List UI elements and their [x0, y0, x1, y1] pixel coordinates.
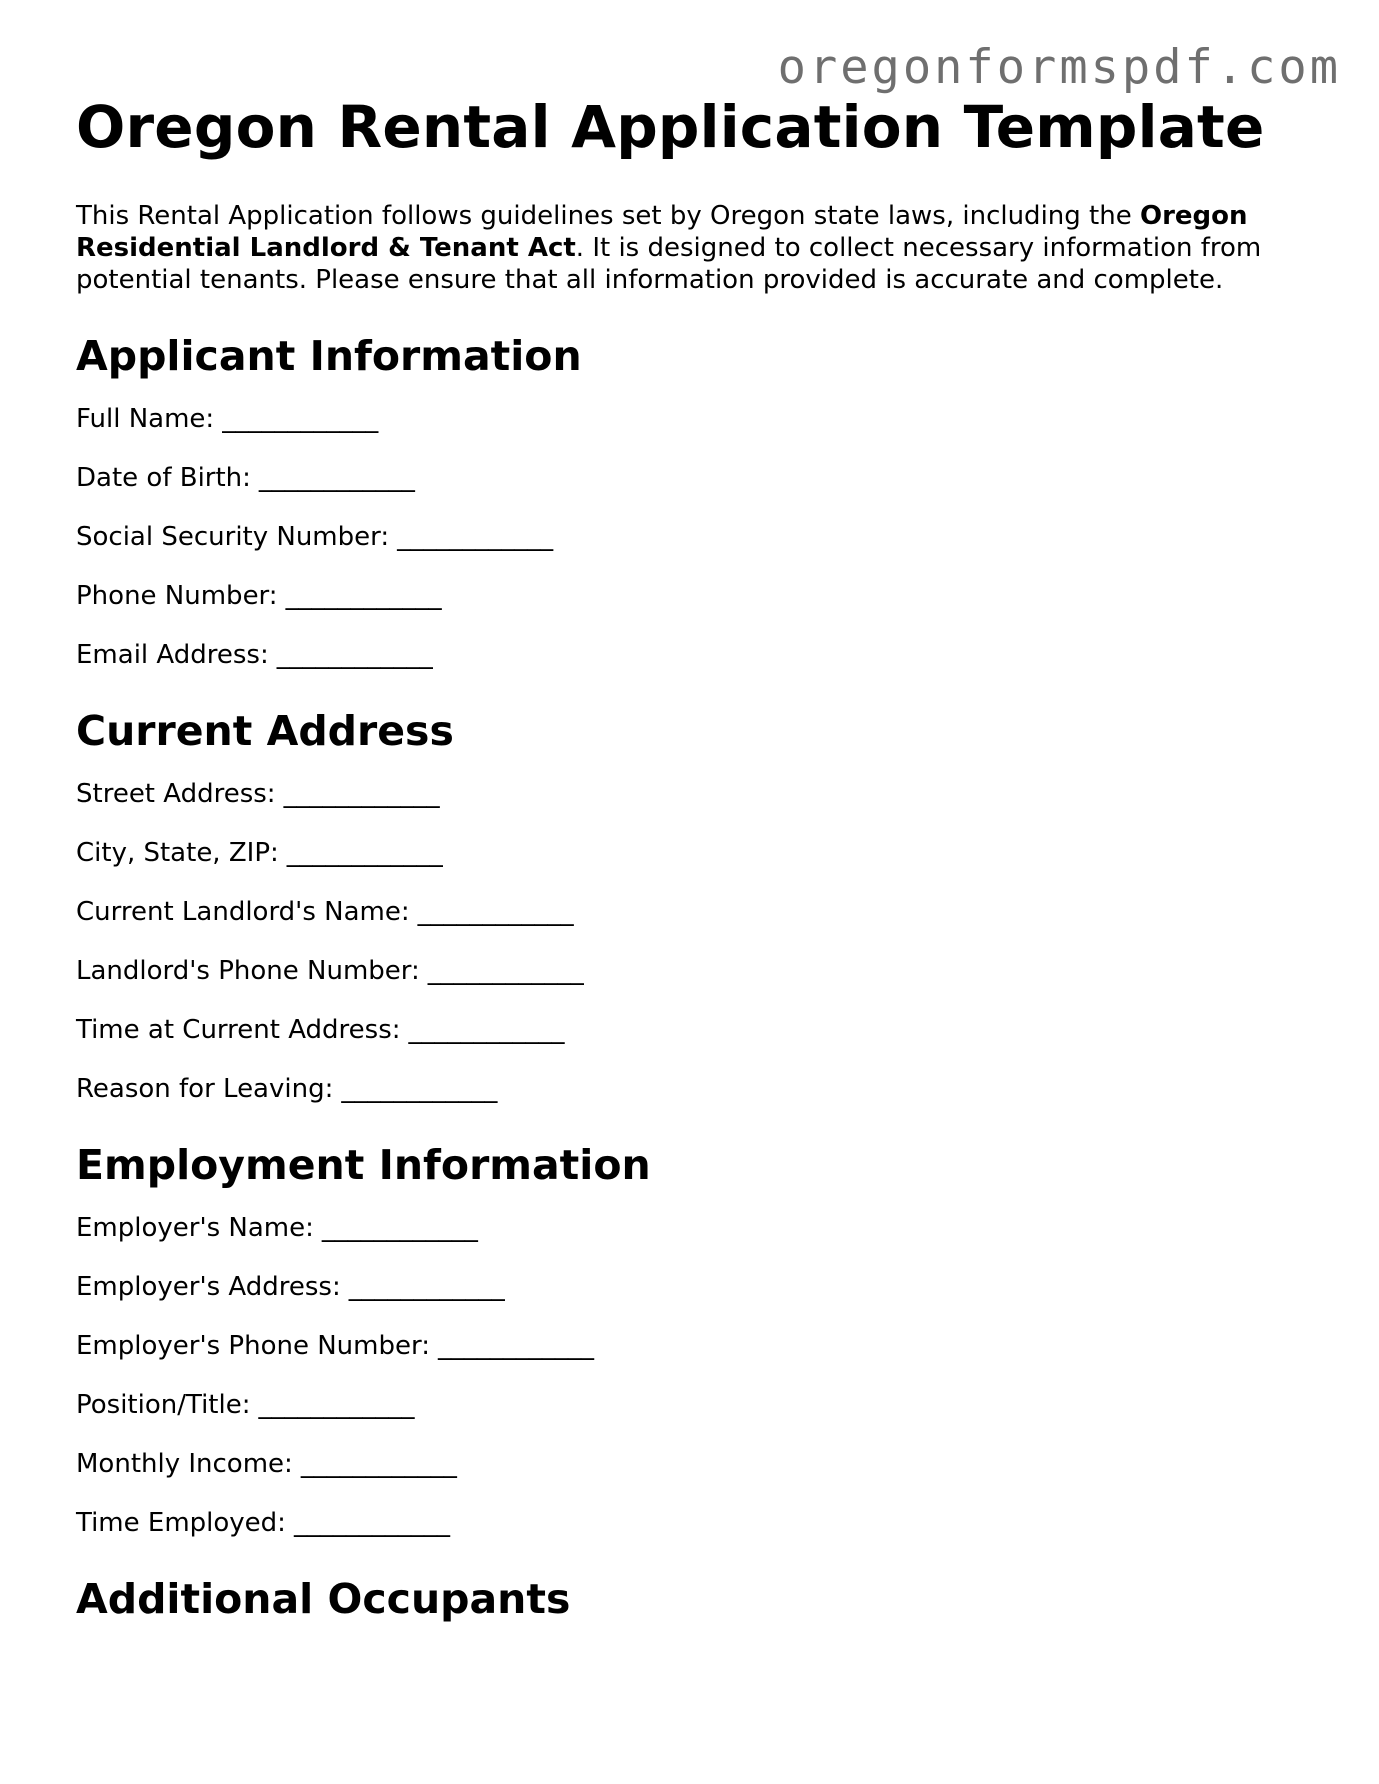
applicant-fields: [76, 403, 1316, 671]
blank-line[interactable]: ____________: [348, 1272, 505, 1303]
address-fields: [76, 778, 1316, 1105]
employment-fields: [76, 1212, 1316, 1539]
field-time-employed[interactable]: [76, 1507, 1316, 1539]
field-label: Time Employed:: [76, 1508, 286, 1539]
blank-line[interactable]: ____________: [427, 956, 584, 987]
field-reason-for-leaving[interactable]: [76, 1073, 1316, 1105]
field-date-of-birth[interactable]: [76, 462, 1316, 494]
watermark: oregonformspdf.com: [777, 40, 1341, 95]
blank-line[interactable]: ____________: [437, 1331, 594, 1362]
field-phone-number[interactable]: [76, 580, 1316, 612]
section-heading-current-address: Current Address: [76, 706, 454, 755]
blank-line[interactable]: ____________: [222, 403, 379, 434]
field-label: Monthly Income:: [76, 1449, 293, 1480]
field-ssn[interactable]: [76, 521, 1316, 553]
field-label: Street Address:: [76, 779, 276, 810]
field-label: City, State, ZIP:: [76, 838, 279, 869]
blank-line[interactable]: ____________: [397, 521, 554, 552]
section-heading-additional-occupants: Additional Occupants: [76, 1575, 571, 1624]
blank-line[interactable]: ____________: [417, 897, 574, 928]
field-label: Employer's Phone Number:: [76, 1331, 430, 1362]
intro-text-before: This Rental Application follows guidelines set by Oregon state laws, including the: [76, 200, 1140, 231]
blank-line[interactable]: ____________: [285, 580, 442, 611]
field-full-name[interactable]: [76, 403, 1316, 435]
field-employer-address[interactable]: [76, 1271, 1316, 1303]
field-label: Phone Number:: [76, 580, 278, 611]
blank-line[interactable]: ____________: [408, 1015, 565, 1046]
field-label: Current Landlord's Name:: [76, 897, 410, 928]
blank-line[interactable]: ____________: [321, 1213, 478, 1244]
field-label: Full Name:: [76, 403, 215, 434]
field-city-state-zip[interactable]: [76, 837, 1316, 869]
field-label: Email Address:: [76, 639, 269, 670]
field-label: Employer's Name:: [76, 1213, 314, 1244]
field-time-at-address[interactable]: [76, 1014, 1316, 1046]
blank-line[interactable]: ____________: [286, 838, 443, 869]
blank-line[interactable]: ____________: [283, 779, 440, 810]
field-label: Time at Current Address:: [76, 1015, 401, 1046]
page-title: Oregon Rental Application Template: [76, 93, 1265, 161]
field-label: Employer's Address:: [76, 1272, 341, 1303]
section-heading-applicant: Applicant Information: [76, 331, 582, 380]
field-label: Date of Birth:: [76, 462, 251, 493]
field-label: Reason for Leaving:: [76, 1074, 334, 1105]
document-page: [76, 93, 1316, 1625]
intro-text-after: . It is designed to collect necessary information from potential tenants. Please ensure that all information provided is accurate and complete.: [76, 232, 1262, 295]
field-employer-phone[interactable]: [76, 1330, 1316, 1362]
field-label: Social Security Number:: [76, 521, 390, 552]
field-monthly-income[interactable]: [76, 1448, 1316, 1480]
field-landlord-phone[interactable]: [76, 955, 1316, 987]
intro-paragraph: [76, 200, 1296, 296]
blank-line[interactable]: ____________: [341, 1074, 498, 1105]
blank-line[interactable]: ____________: [293, 1508, 450, 1539]
field-landlord-name[interactable]: [76, 896, 1316, 928]
field-label: Landlord's Phone Number:: [76, 956, 420, 987]
act-name: Oregon Residential Landlord & Tenant Act: [76, 200, 1248, 263]
field-label: Position/Title:: [76, 1390, 251, 1421]
field-employer-name[interactable]: [76, 1212, 1316, 1244]
blank-line[interactable]: ____________: [276, 639, 433, 670]
blank-line[interactable]: ____________: [258, 1390, 415, 1421]
field-position-title[interactable]: [76, 1389, 1316, 1421]
section-heading-employment: Employment Information: [76, 1141, 651, 1190]
blank-line[interactable]: ____________: [300, 1449, 457, 1480]
blank-line[interactable]: ____________: [258, 462, 415, 493]
field-street-address[interactable]: [76, 778, 1316, 810]
field-email-address[interactable]: [76, 639, 1316, 671]
